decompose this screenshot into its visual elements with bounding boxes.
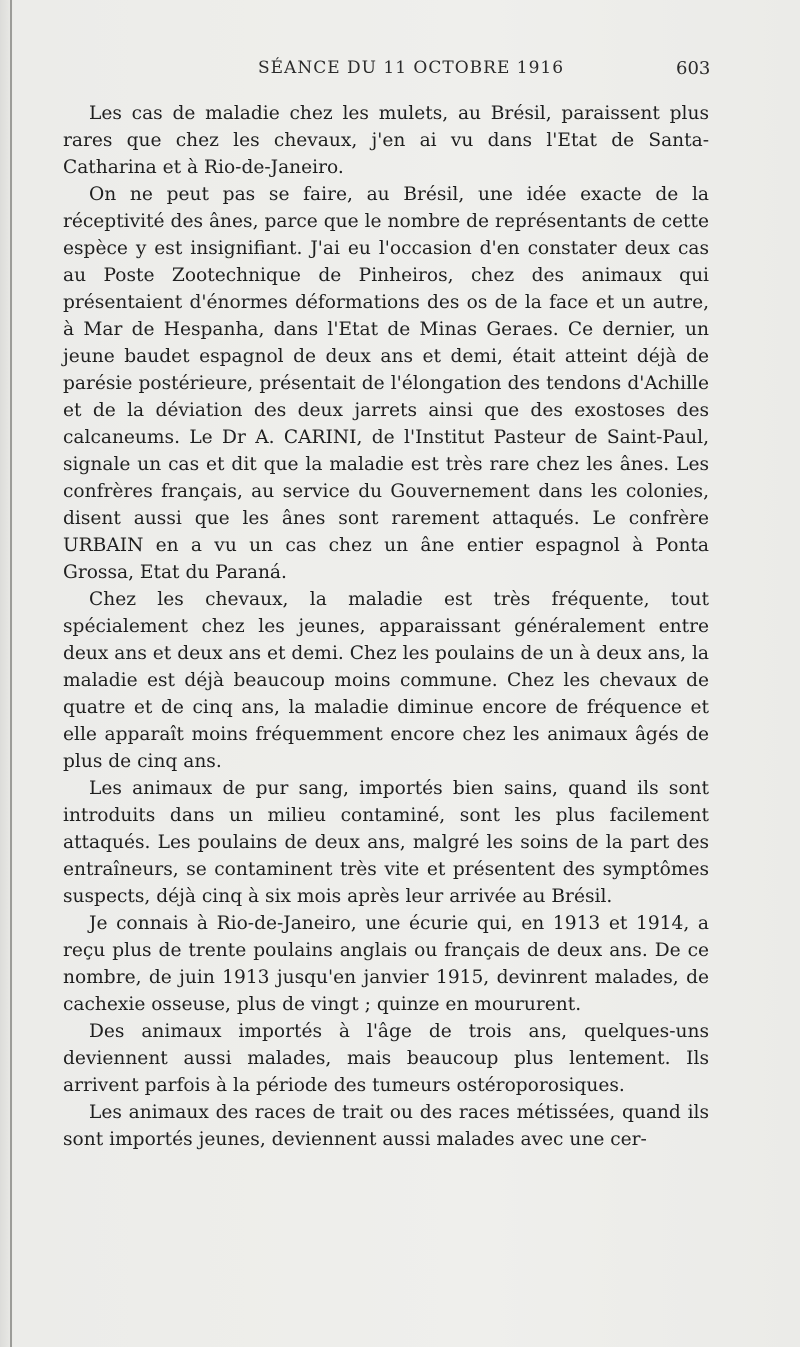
paragraph-chevaux: Chez les chevaux, la maladie est très fréquente, tout spécialement chez les jeunes, apparaissant généralement entre deux ans et deux ans et demi. Chez les poulains de un à deux ans, la maladie est déjà beaucoup moins commune. Chez les chevaux de quatre et de cinq ans, la maladie diminue encore de fréquence et elle apparaît moins fréquemment encore chez les animaux âgés de plus de cinq ans. [63, 589, 709, 772]
page-number: 603 [676, 58, 711, 79]
running-head-title: SÉANCE DU 11 OCTOBRE 1916 [258, 58, 565, 78]
paragraph-ecurie: Je connais à Rio-de-Janeiro, une écurie qui, en 1913 et 1914, a reçu plus de trente poulains anglais ou français de deux ans. De ce nombre, de juin 1913 jusqu'en janvier 1915, devinrent malades, de cachexie osseuse, plus de vingt ; quinze en moururent. [63, 913, 709, 1015]
paragraph-races-de-trait: Les animaux des races de trait ou des races métissées, quand ils sont importés jeunes, deviennent aussi malades avec une cer- [63, 1102, 709, 1150]
page-gutter-edge [10, 0, 12, 1347]
paragraph-trois-ans: Des animaux importés à l'âge de trois ans, quelques-uns deviennent aussi malades, mais beaucoup plus lentement. Ils arrivent parfois à la période des tumeurs ostéroporosiques. [63, 1021, 709, 1096]
paragraph-pur-sang: Les animaux de pur sang, importés bien sains, quand ils sont introduits dans un milieu contaminé, sont les plus facilement attaqués. Les poulains de deux ans, malgré les soins de la part des entraîneurs, se contaminent très vite et présentent des symptômes suspects, déjà cinq à six mois après leur arrivée au Brésil. [63, 778, 709, 907]
body-text [63, 100, 709, 1153]
paragraph-mulets: Les cas de maladie chez les mulets, au Brésil, paraissent plus rares que chez les chevaux, j'en ai vu dans l'Etat de Santa-Catharina et à Rio-de-Janeiro. [63, 103, 709, 178]
running-head [0, 58, 800, 88]
paragraph-anes: On ne peut pas se faire, au Brésil, une idée exacte de la réceptivité des ânes, parce que le nombre de représentants de cette espèce y est insignifiant. J'ai eu l'occasion d'en constater deux cas au Poste Zootechnique de Pinheiros, chez des animaux qui présentaient d'énormes déformations des os de la face et un autre, à Mar de Hespanha, dans l'Etat de Minas Geraes. Ce dernier, un jeune baudet espagnol de deux ans et demi, était atteint déjà de parésie postérieure, présentait de l'élongation des tendons d'Achille et de la déviation des deux jarrets ainsi que des exostoses des calcaneums. Le Dr A. CARINI, de l'Institut Pasteur de Saint-Paul, signale un cas et dit que la maladie est très rare chez les ânes. Les confrères français, au service du Gouvernement dans les colonies, disent aussi que les ânes sont rarement attaqués. Le confrère URBAIN en a vu un cas chez un âne entier espagnol à Ponta Grossa, Etat du Paraná. [63, 184, 709, 583]
